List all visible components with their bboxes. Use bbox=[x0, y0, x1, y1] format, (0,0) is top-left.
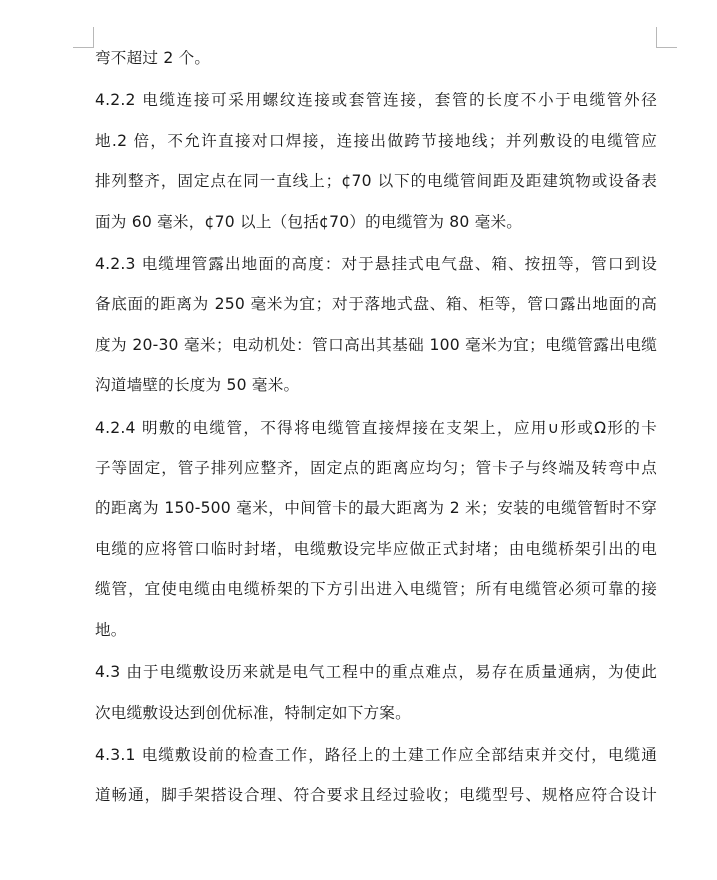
text-line: 排列整齐，固定点在同一直线上；¢70 以下的电缆管间距及距建筑物或设备表 bbox=[95, 172, 657, 191]
text-line: 4.3.1 电缆敷设前的检查工作，路径上的土建工作应全部结束并交付，电缆通 bbox=[95, 745, 657, 764]
paragraph-continuation bbox=[95, 38, 657, 78]
text-line: 度为 20-30 毫米；电动机处：管口高出其基础 100 毫米为宜；电缆管露出电缆 bbox=[95, 335, 657, 354]
paragraph-4-2-4 bbox=[95, 408, 657, 650]
text-line: 备底面的距离为 250 毫米为宜；对于落地式盘、箱、柜等，管口露出地面的高 bbox=[95, 295, 657, 314]
paragraph-4-2-3 bbox=[95, 244, 657, 406]
text-line: 面为 60 毫米，¢70 以上（包括¢70）的电缆管为 80 毫米。 bbox=[95, 212, 523, 231]
text-line: 沟道墙壁的长度为 50 毫米。 bbox=[95, 376, 300, 395]
text-line: 电缆的应将管口临时封堵，电缆敷设完毕应做正式封堵；由电缆桥架引出的电 bbox=[95, 539, 657, 558]
text-line: 地。 bbox=[95, 620, 127, 639]
text-line: 弯不超过 2 个。 bbox=[95, 49, 211, 67]
document-body[interactable] bbox=[95, 38, 657, 816]
paragraph-4-3 bbox=[95, 652, 657, 733]
text-line: 地.2 倍，不允许直接对口焊接，连接出做跨节接地线；并列敷设的电缆管应 bbox=[95, 131, 657, 150]
crop-mark-top-right bbox=[656, 27, 677, 48]
text-line: 缆管，宜使电缆由电缆桥架的下方引出进入电缆管；所有电缆管必须可靠的接 bbox=[95, 580, 657, 599]
text-line: 道畅通，脚手架搭设合理、符合要求且经过验收；电缆型号、规格应符合设计 bbox=[95, 786, 657, 805]
text-line: 子等固定，管子排列应整齐，固定点的距离应均匀；管卡子与终端及转弯中点 bbox=[95, 459, 657, 478]
text-line: 的距离为 150-500 毫米，中间管卡的最大距离为 2 米；安装的电缆管暂时不穿 bbox=[95, 499, 657, 518]
paragraph-4-3-1 bbox=[95, 735, 657, 816]
text-line: 次电缆敷设达到创优标准，特制定如下方案。 bbox=[95, 703, 411, 722]
text-line: 4.2.3 电缆埋管露出地面的高度：对于悬挂式电气盘、箱、按扭等，管口到设 bbox=[95, 255, 657, 274]
text-line: 4.3 由于电缆敷设历来就是电气工程中的重点难点，易存在质量通病，为使此 bbox=[95, 663, 657, 682]
paragraph-4-2-2 bbox=[95, 80, 657, 242]
crop-mark-top-left bbox=[73, 27, 94, 48]
text-line: 4.2.4 明敷的电缆管，不得将电缆管直接焊接在支架上，应用∪形或Ω形的卡 bbox=[95, 418, 657, 437]
text-line: 4.2.2 电缆连接可采用螺纹连接或套管连接，套管的长度不小于电缆管外径 bbox=[95, 91, 657, 110]
